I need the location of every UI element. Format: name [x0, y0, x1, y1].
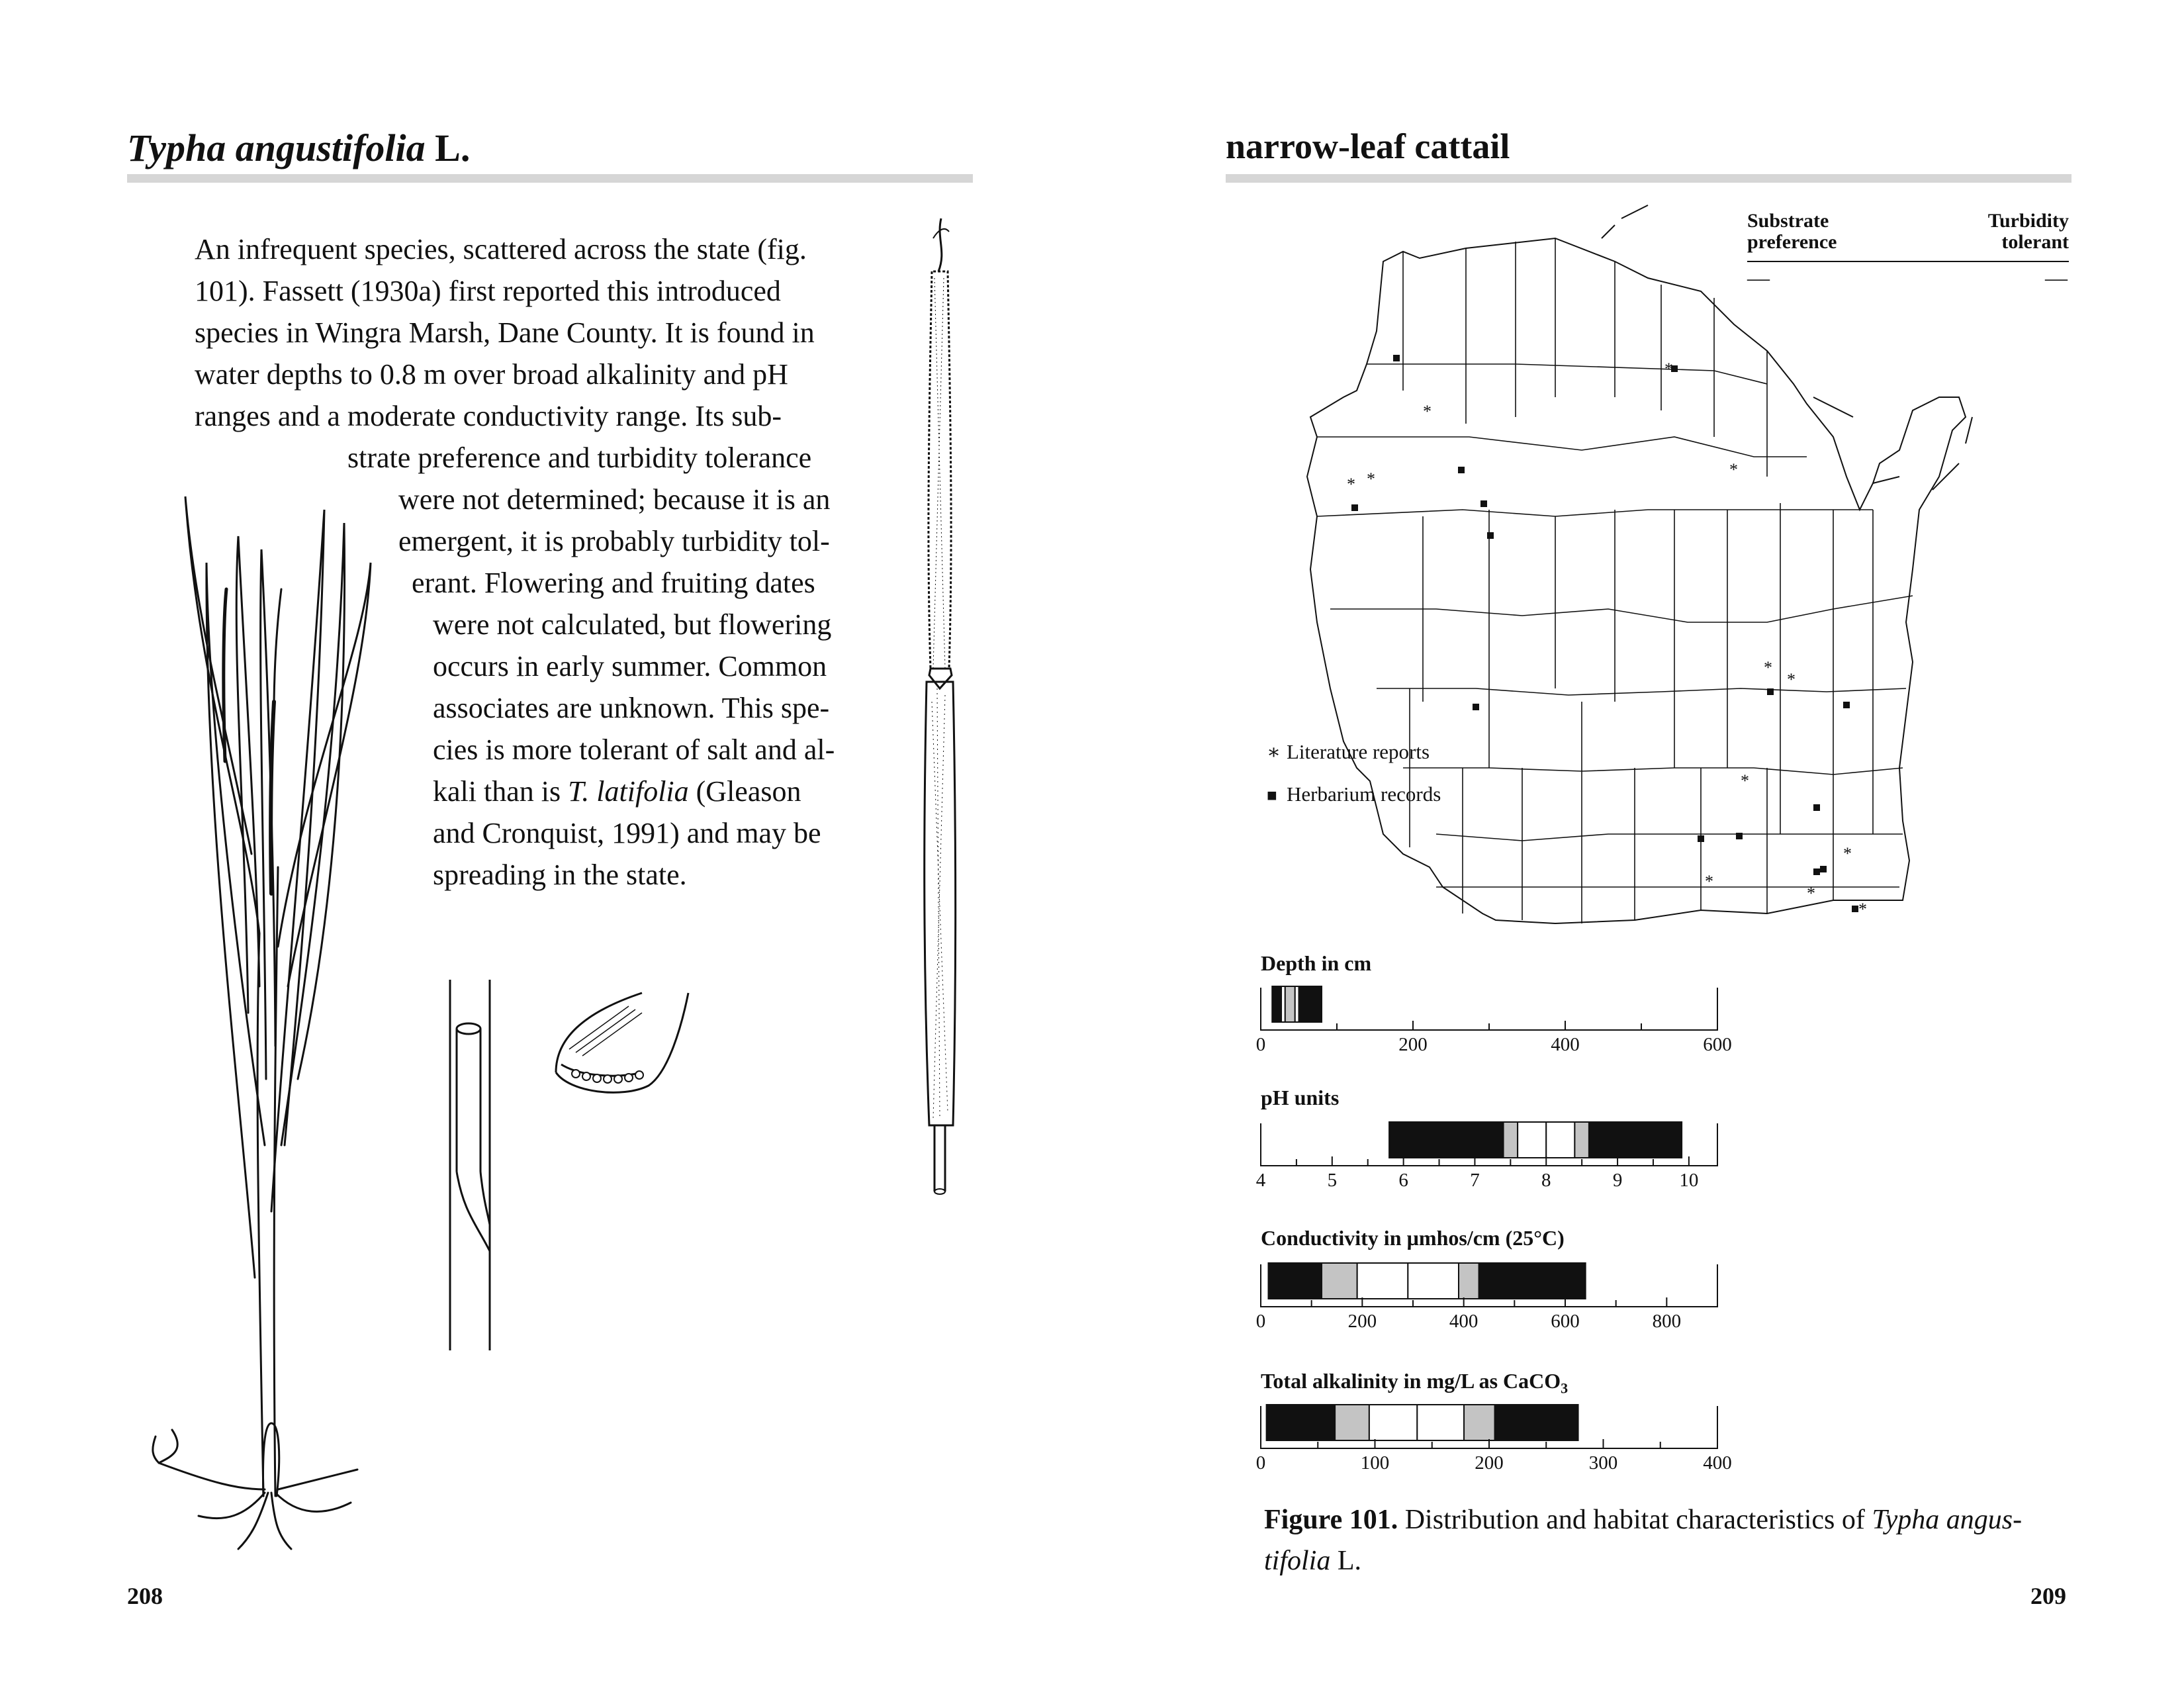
tick-label: 600 — [1703, 1034, 1732, 1055]
range-segment-white — [1546, 1122, 1574, 1158]
literature-markers — [1347, 359, 1867, 919]
alkalinity-title-text: Total alkalinity in mg/L as CaCO — [1261, 1369, 1561, 1393]
svg-text:*: * — [1843, 844, 1852, 863]
body-line: occurs in early summer. Common — [433, 650, 827, 682]
body-line: erant. Flowering and fruiting dates — [412, 567, 815, 599]
range-segment-black — [1272, 986, 1281, 1022]
range-segment-gray — [1504, 1122, 1518, 1158]
tick-label: 400 — [1449, 1311, 1479, 1332]
range-segment-black — [1495, 1405, 1578, 1440]
page-number-right: 209 — [2030, 1583, 2066, 1609]
leaf-section-illustration — [543, 986, 695, 1105]
body-line: 101). Fassett (1930a) first reported this introduced — [195, 275, 781, 307]
tick-label: 400 — [1551, 1034, 1580, 1055]
state-outline — [1307, 238, 1966, 923]
legend-herbarium-label: Herbarium records — [1287, 782, 1441, 806]
range-segment-white — [1369, 1405, 1417, 1440]
range-segment-black — [1589, 1122, 1682, 1158]
depth-chart-title: Depth in cm — [1261, 951, 1372, 975]
ph-chart-title: pH units — [1261, 1086, 1340, 1109]
kali-text-b: (Gleason — [688, 775, 801, 808]
range-segment-gray — [1335, 1405, 1369, 1440]
svg-text:*: * — [1807, 884, 1815, 903]
tick-label: 800 — [1652, 1311, 1682, 1332]
spike-illustration — [900, 212, 979, 1198]
tick-label: 200 — [1398, 1034, 1428, 1055]
turbidity-header-line: tolerant — [2001, 231, 2069, 254]
body-line: were not calculated, but flowering — [433, 608, 832, 641]
body-line: water depths to 0.8 m over broad alkalinity and pH — [195, 358, 788, 391]
species-author: L. — [425, 126, 471, 169]
svg-text:*: * — [1705, 872, 1713, 891]
substrate-header-line: Substrate — [1747, 210, 1829, 232]
body-line: strate preference and turbidity tolerance — [347, 442, 812, 474]
herbarium-markers — [1351, 355, 1858, 912]
tick-label: 0 — [1255, 1034, 1266, 1055]
tick-label: 400 — [1703, 1452, 1732, 1474]
range-segment-white — [1408, 1263, 1459, 1299]
range-segment-gray — [1459, 1263, 1479, 1299]
range-segment-black — [1269, 1263, 1322, 1299]
tick-label: 10 — [1679, 1170, 1699, 1191]
svg-text:*: * — [1347, 475, 1355, 494]
range-segment-black — [1479, 1263, 1586, 1299]
legend-herbarium — [1267, 782, 1441, 806]
body-line: emergent, it is probably turbidity tol- — [398, 525, 830, 557]
conductivity-chart-title: Conductivity in µmhos/cm (25°C) — [1261, 1226, 1565, 1250]
range-segment-gray — [1464, 1405, 1495, 1440]
range-segment-gray — [1285, 986, 1295, 1022]
right-title-rule — [1226, 174, 2071, 183]
tick-label: 600 — [1551, 1311, 1580, 1332]
tick-label: 6 — [1398, 1170, 1408, 1191]
body-line: were not determined; because it is an — [398, 483, 831, 516]
range-segment-gray — [1574, 1122, 1589, 1158]
caption-text: Distribution and habitat characteristics of — [1398, 1505, 1872, 1535]
svg-text:*: * — [1664, 359, 1673, 379]
tick-label: 7 — [1470, 1170, 1480, 1191]
alkalinity-title-sub: 3 — [1561, 1380, 1569, 1397]
svg-text:*: * — [1764, 658, 1772, 677]
turbidity-value: — — [2045, 266, 2068, 291]
tick-label: 4 — [1255, 1170, 1266, 1191]
svg-text:*: * — [1729, 460, 1738, 479]
body-line: ranges and a moderate conductivity range. Its sub- — [195, 400, 782, 432]
range-segment-black — [1267, 1405, 1336, 1440]
range-segment-white — [1357, 1263, 1408, 1299]
stem-detail-illustration — [437, 973, 510, 1357]
body-line: associates are unknown. This spe- — [433, 692, 830, 724]
caption-species-b: tifolia — [1264, 1546, 1331, 1576]
tick-label: 200 — [1475, 1452, 1504, 1474]
range-segment-white — [1417, 1405, 1464, 1440]
species-title — [127, 126, 470, 170]
body-line: species in Wingra Marsh, Dane County. It is found in — [195, 316, 815, 349]
svg-text:*: * — [1367, 469, 1375, 489]
range-segment-black — [1299, 986, 1322, 1022]
svg-text:*: * — [1858, 900, 1867, 919]
legend-literature-label: Literature reports — [1287, 740, 1430, 763]
wisconsin-distribution-map — [1304, 199, 2005, 933]
substrate-header-line: preference — [1747, 231, 1837, 254]
square-icon: ■ — [1267, 786, 1277, 805]
tick-label: 8 — [1541, 1170, 1551, 1191]
range-segment-white — [1518, 1122, 1546, 1158]
tick-label: 5 — [1327, 1170, 1338, 1191]
kali-text-italic: T. latifolia — [568, 775, 689, 808]
body-line: and Cronquist, 1991) and may be — [433, 817, 821, 849]
tick-label: 300 — [1588, 1452, 1618, 1474]
tick-label: 100 — [1360, 1452, 1390, 1474]
alkalinity-chart-title — [1261, 1369, 1568, 1397]
body-line: cies is more tolerant of salt and al- — [433, 733, 835, 766]
caption-author: L. — [1330, 1546, 1362, 1576]
body-line-kali — [433, 777, 801, 806]
tick-label: 0 — [1255, 1311, 1266, 1332]
range-segment-black — [1389, 1122, 1504, 1158]
svg-text:*: * — [1423, 402, 1432, 421]
caption-species-a: Typha angus- — [1872, 1505, 2023, 1535]
range-segment-gray — [1322, 1263, 1357, 1299]
body-line: spreading in the state. — [433, 859, 687, 891]
body-line: An infrequent species, scattered across the state (fig. — [195, 233, 807, 265]
caption-label: Figure 101. — [1264, 1505, 1398, 1535]
turbidity-header-line: Turbidity — [1987, 210, 2069, 232]
substrate-value: — — [1747, 266, 1770, 291]
kali-text-a: kali than is — [433, 775, 569, 808]
tick-label: 0 — [1255, 1452, 1266, 1474]
svg-text:*: * — [1741, 771, 1749, 790]
figure-caption — [1264, 1499, 2071, 1581]
asterisk-icon: ∗ — [1267, 740, 1281, 763]
legend-literature — [1267, 740, 1430, 764]
left-title-rule — [127, 174, 973, 183]
plant-illustration — [146, 483, 384, 1556]
species-binomial: Typha angustifolia — [127, 126, 426, 169]
tick-label: 200 — [1347, 1311, 1377, 1332]
depth-chart — [1261, 980, 1724, 1046]
tick-label: 9 — [1612, 1170, 1623, 1191]
page-number-left: 208 — [127, 1583, 163, 1609]
common-name-title: narrow-leaf cattail — [1226, 126, 1510, 166]
svg-text:*: * — [1787, 670, 1796, 689]
